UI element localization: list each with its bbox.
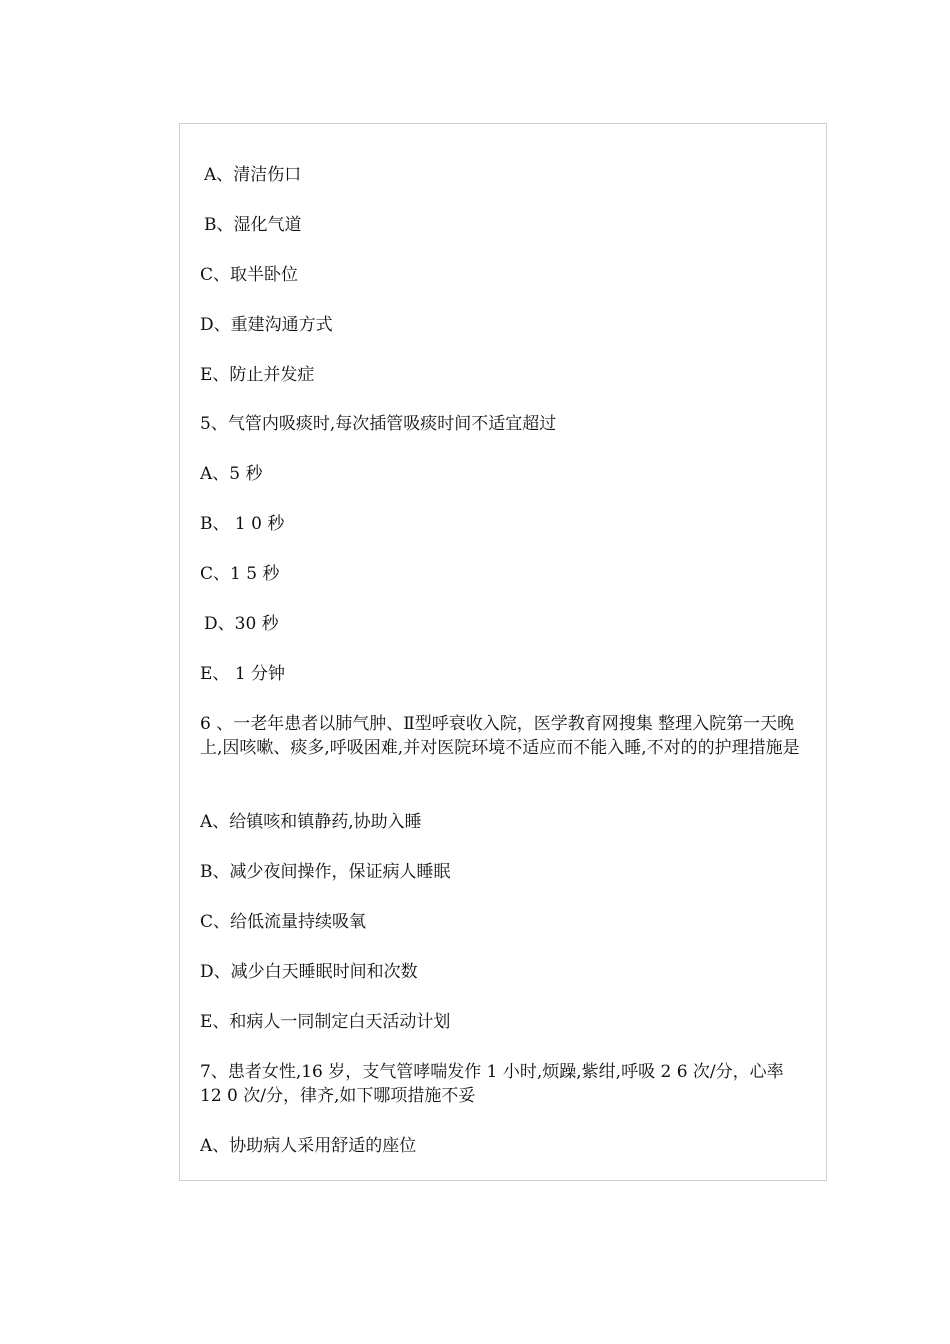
q7-option-a: A、协助病人采用舒适的座位 (200, 1136, 417, 1156)
q6-option-d: D、减少白天睡眠时间和次数 (200, 962, 418, 982)
q5-option-d: D、30 秒 (204, 614, 279, 634)
q6-option-e: E、和病人一同制定白天活动计划 (200, 1012, 451, 1032)
q5-option-c: C、1 5 秒 (200, 564, 280, 584)
question-5: 5、气管内吸痰时,每次插管吸痰时间不适宜超过 (200, 414, 557, 434)
question-7: 7、患者女性,16 岁，支气管哮喘发作 1 小时,烦躁,紫绀,呼吸 2 6 次/分，心率 12 0 次/分，律齐,如下哪项措施不妥 (200, 1062, 784, 1106)
option-d-communication: D、重建沟通方式 (200, 315, 333, 335)
option-c-semi-recumbent: C、取半卧位 (200, 265, 299, 285)
q5-option-a: A、5 秒 (200, 464, 263, 484)
q6-option-b: B、减少夜间操作，保证病人睡眠 (200, 862, 451, 882)
question-6: 6 、一老年患者以肺气肿、Ⅱ型呼衰收入院，医学教育网搜集 整理入院第一天晚上,因咳嗽、痰多,呼吸困难,并对医院环境不适应而不能入睡,不对的的护理措施是 (200, 714, 800, 758)
option-a-clean-wound: A、清洁伤口 (204, 165, 302, 185)
q6-option-c: C、给低流量持续吸氧 (200, 912, 367, 932)
q5-option-b: B、 1 0 秒 (200, 514, 285, 534)
option-e-complications: E、防止并发症 (200, 365, 315, 385)
q6-option-a: A、给镇咳和镇静药,协助入睡 (200, 812, 422, 832)
q5-option-e: E、 1 分钟 (200, 664, 286, 684)
option-b-humidify-airway: B、湿化气道 (204, 215, 302, 235)
